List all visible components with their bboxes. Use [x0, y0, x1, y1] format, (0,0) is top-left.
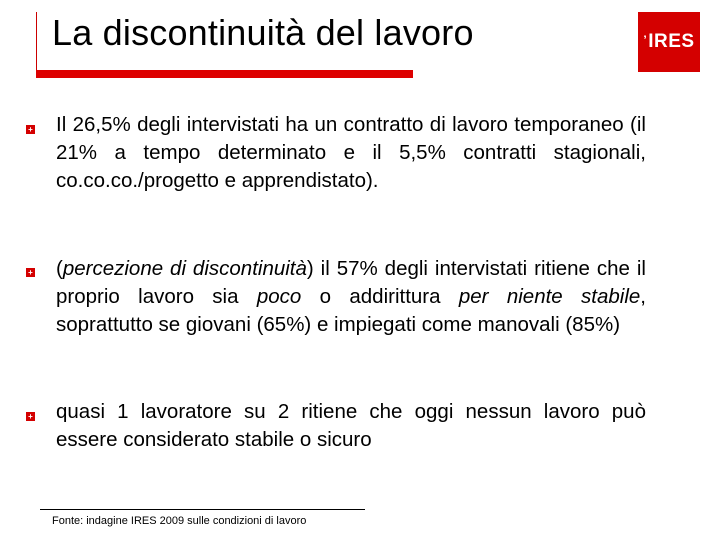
- bullet-text-2: [56, 255, 646, 339]
- title-underline-bar: [36, 70, 413, 78]
- bullet-2-part: ) il 57% degli intervistati ritiene che il proprio lavoro sia: [56, 257, 646, 308]
- bullet-icon: +: [26, 412, 35, 421]
- slide-title: La discontinuità del lavoro: [52, 12, 474, 53]
- bullet-2-part: o addirittura: [301, 285, 459, 308]
- bullet-text-1: Il 26,5% degli intervistati ha un contratto di lavoro temporaneo (il 21% a tempo determinato e il 5,5% contratti stagionali, co.co.co./progetto e apprendistato).: [56, 113, 646, 192]
- bullet-2-part: (: [56, 257, 63, 280]
- source-note: Fonte: indagine IRES 2009 sulle condizioni di lavoro: [52, 515, 307, 527]
- bullet-text-3: quasi 1 lavoratore su 2 ritiene che oggi nessun lavoro può essere considerato stabile o sicuro: [56, 400, 646, 451]
- bullet-icon: +: [26, 125, 35, 134]
- bullet-2-italic-part: percezione di discontinuità: [62, 257, 307, 280]
- bullet-2-italic-part: per niente stabile: [458, 285, 641, 308]
- title-accent-vertical-line: [36, 12, 37, 78]
- ires-logo: [638, 12, 700, 72]
- bullet-2-part: , soprattutto se giovani (65%) e impiegati come manovali (85%): [56, 285, 646, 336]
- source-divider: [40, 509, 365, 510]
- logo-mark: ’: [643, 33, 648, 47]
- bullet-2-italic-part: poco: [256, 285, 302, 308]
- bullet-icon: +: [26, 268, 35, 277]
- logo-text: IRES: [648, 31, 695, 52]
